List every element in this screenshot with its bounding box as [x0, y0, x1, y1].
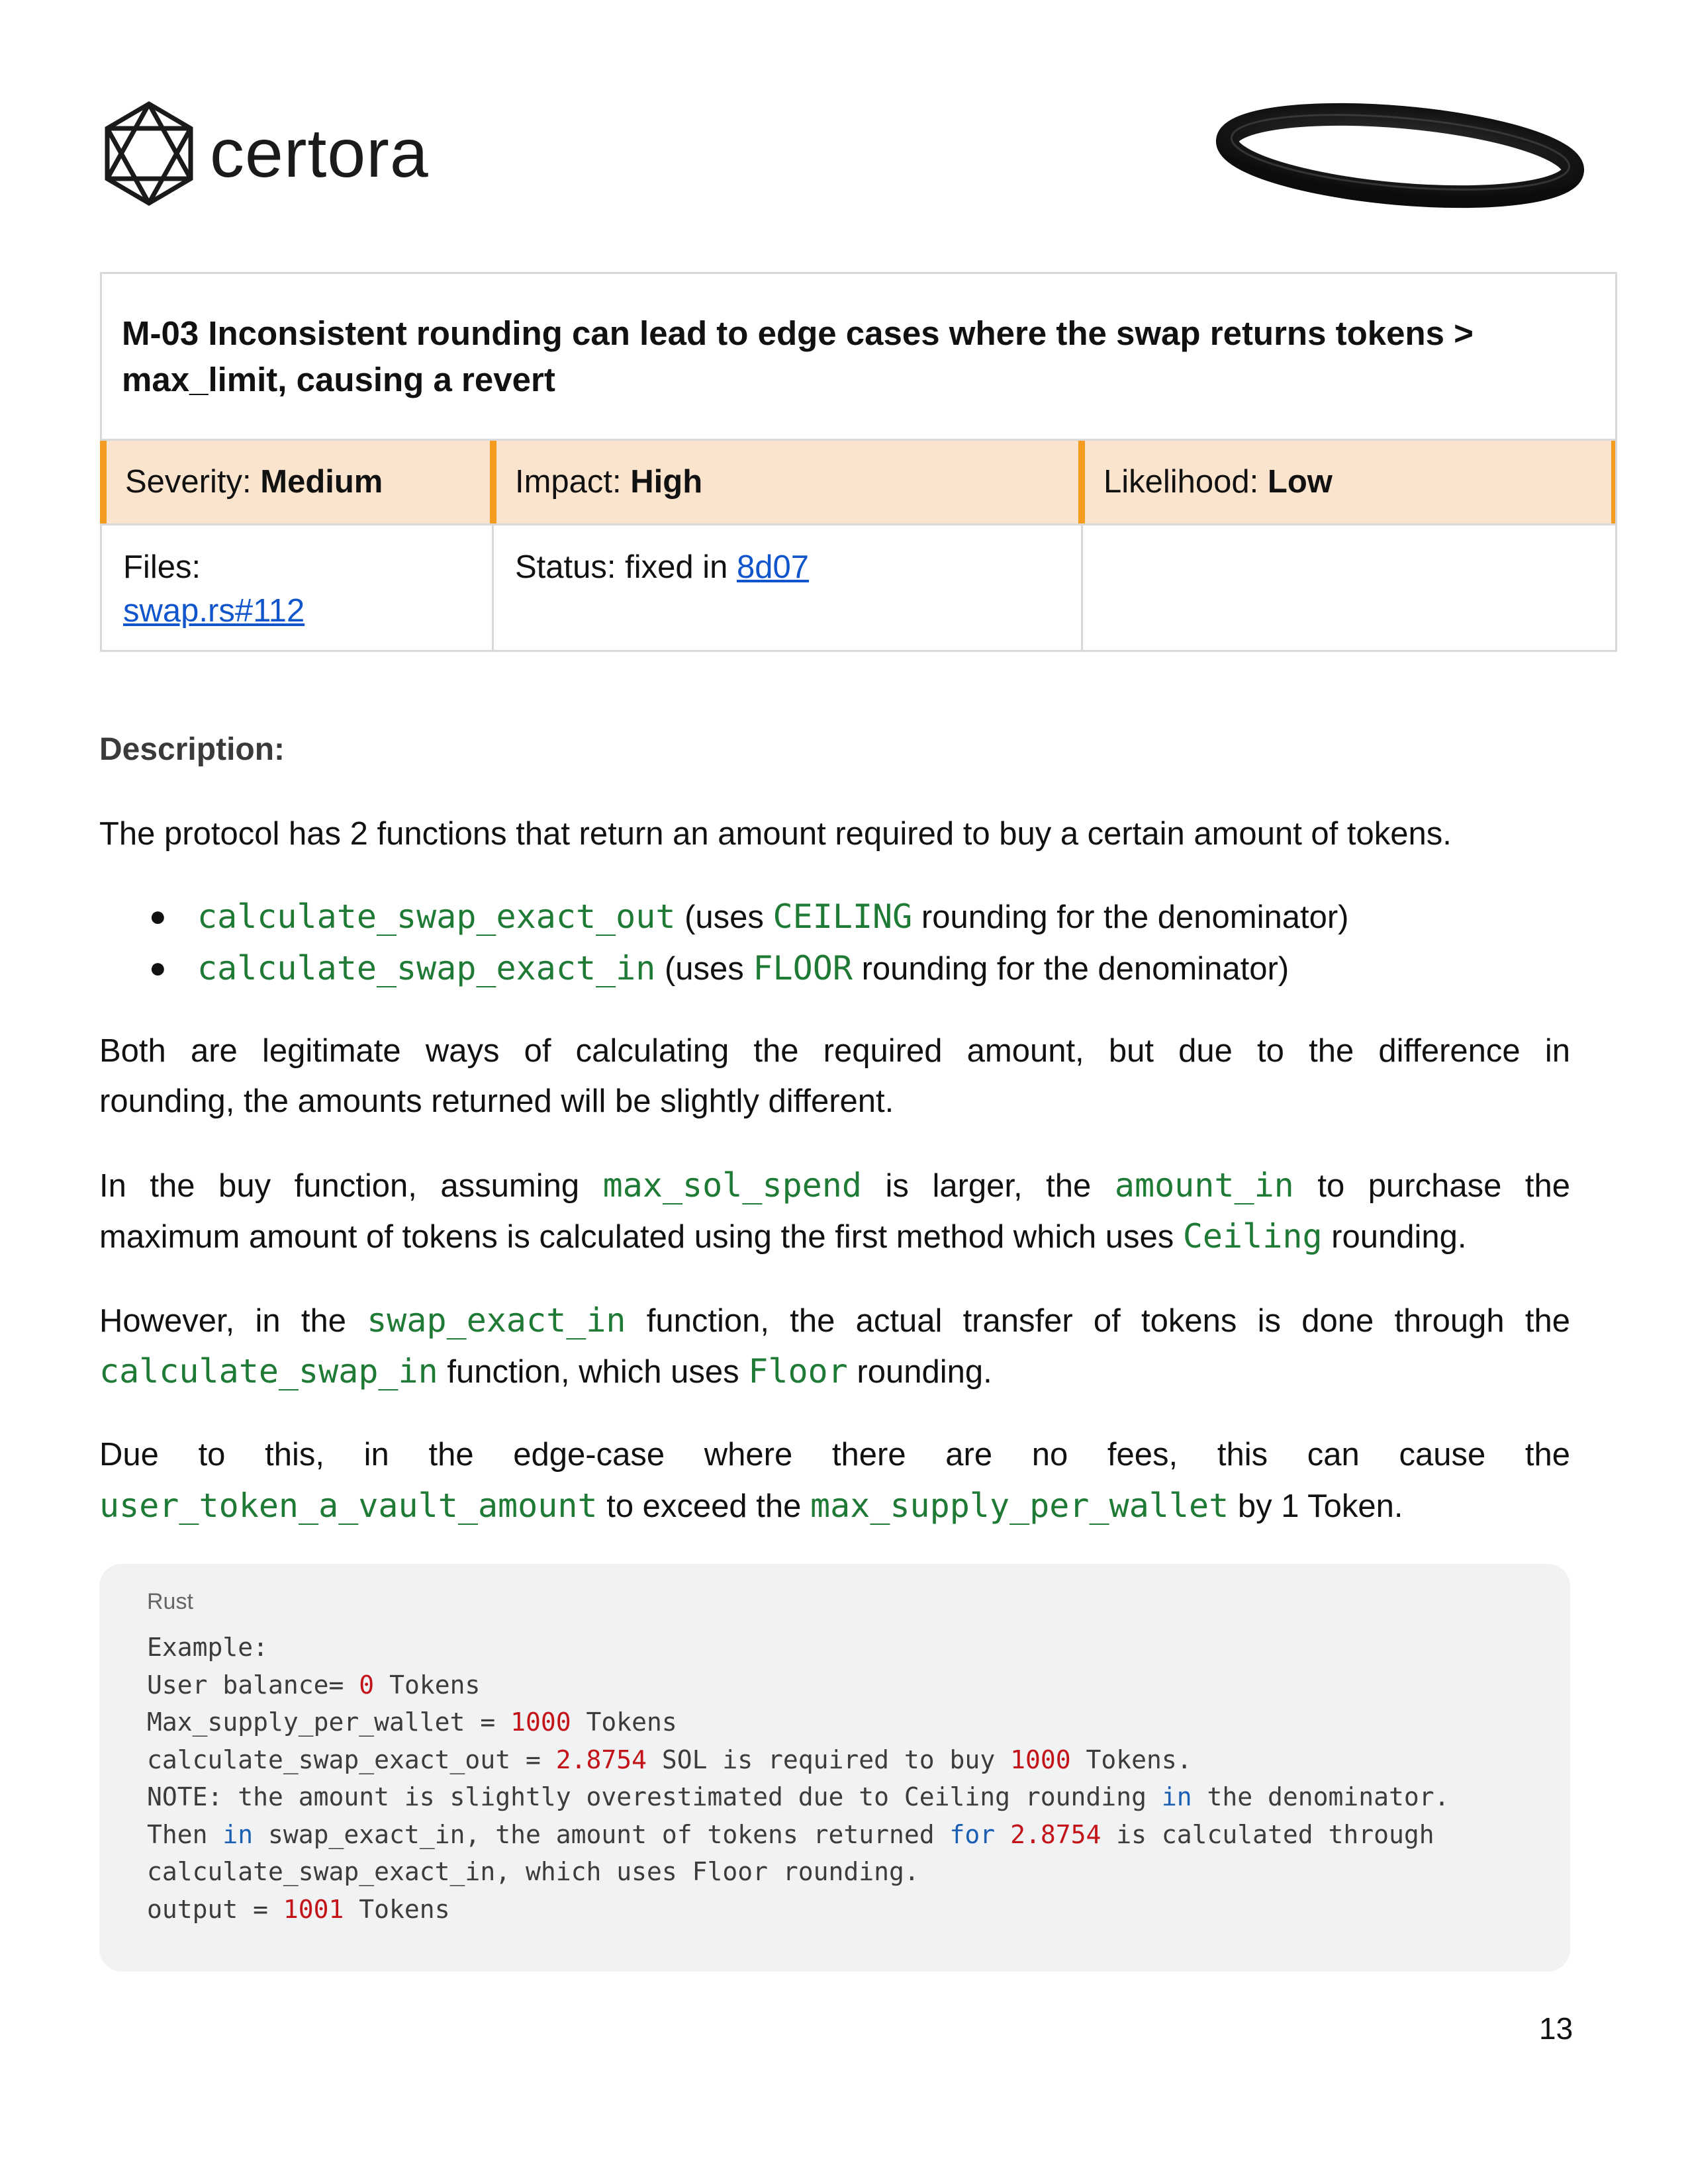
files-cell [102, 525, 494, 650]
code-token: is calculated through [1101, 1819, 1434, 1849]
code-line [147, 1853, 1450, 1891]
likelihood-cell [1078, 441, 1615, 523]
text-part: rounding. [857, 1354, 992, 1390]
impact-label: Impact: [515, 464, 622, 500]
finding-meta-row [102, 441, 1615, 525]
code-token: Example: [147, 1633, 269, 1662]
inline-code: Floor [748, 1352, 848, 1390]
severity-value: Medium [260, 464, 383, 500]
inline-code: calculate_swap_in [99, 1352, 438, 1390]
bullet-dot-icon: ● [149, 900, 167, 933]
code-token: User balance= [147, 1670, 359, 1700]
paragraph-line: rounding, the amounts returned will be slightly different. [99, 1083, 894, 1119]
finding-title: M-03 Inconsistent rounding can lead to edge cases where the swap returns tokens > max_limit, causing a revert [102, 274, 1615, 441]
code-line [147, 1666, 1450, 1704]
text-part: to exceed the [606, 1488, 802, 1524]
text-part: function, which uses [447, 1354, 739, 1390]
code-number: 2.8754 [555, 1745, 647, 1774]
meta-row-right-accent [1611, 441, 1615, 523]
text-part: However, in the [99, 1303, 346, 1339]
code-number: 2.8754 [1010, 1819, 1102, 1849]
code-line [147, 1891, 1450, 1929]
code-token: output = [147, 1894, 283, 1924]
code-number: 1000 [510, 1707, 571, 1737]
status-label: Status: fixed in [515, 549, 728, 585]
text-part: to purchase the [1317, 1168, 1570, 1204]
text-part: maximum amount of tokens is calculated using the first method which uses [99, 1219, 1174, 1255]
text-part: In the buy function, assuming [99, 1168, 580, 1204]
intro-paragraph: The protocol has 2 functions that return an amount required to buy a certain amount of tokens. [99, 816, 1452, 852]
files-link[interactable]: swap.rs#112 [123, 593, 305, 629]
status-commit-link[interactable]: 8d07 [737, 549, 810, 585]
code-language-label: Rust [147, 1589, 193, 1614]
black-ring-icon [1215, 99, 1585, 212]
code-block [99, 1564, 1570, 1972]
code-token: the denominator. [1192, 1782, 1450, 1811]
code-token [995, 1820, 1010, 1849]
paragraph-line: Both are legitimate ways of calculating the required amount, but due to the difference in [99, 1033, 1570, 1069]
code-token: Tokens [374, 1670, 481, 1700]
code-token: Max_supply_per_wallet = [147, 1707, 511, 1737]
bullet-text [197, 943, 1289, 994]
impact-cell [490, 441, 1082, 523]
likelihood-label: Likelihood: [1103, 464, 1259, 500]
status-cell [494, 525, 1082, 650]
finding-table [100, 272, 1617, 652]
files-label: Files: [123, 549, 201, 585]
inline-code: max_sol_spend [602, 1166, 862, 1205]
impact-value: High [630, 464, 703, 500]
bullet-text-part: rounding for the denominator) [921, 899, 1349, 935]
code-keyword: for [949, 1819, 996, 1849]
text-part: by 1 Token. [1237, 1488, 1403, 1524]
inline-code: swap_exact_in [367, 1301, 626, 1340]
paragraph-line: Due to this, in the edge-case where there are no fees, this can cause the [99, 1437, 1570, 1473]
code-token: calculate_swap_exact_out = [147, 1745, 556, 1774]
paragraph-line [99, 1211, 1570, 1262]
text-part: function, the actual transfer of tokens is done through the [646, 1303, 1570, 1339]
description-heading: Description: [99, 732, 285, 767]
inline-code: FLOOR [753, 949, 853, 987]
code-line [147, 1629, 1450, 1666]
paragraph-line [99, 1160, 1570, 1211]
code-token: swap_exact_in, the amount of tokens returned [253, 1819, 950, 1849]
code-lines [147, 1629, 1450, 1928]
code-line [147, 1704, 1450, 1741]
empty-cell [1083, 525, 1615, 650]
inline-code: Ceiling [1182, 1217, 1323, 1255]
code-number: 1000 [1010, 1745, 1071, 1774]
inline-code: CEILING [773, 897, 913, 936]
page-number: 13 [1539, 2011, 1573, 2046]
certora-logo [103, 101, 460, 206]
finding-info-row [102, 525, 1615, 650]
bullet-text-part: (uses [664, 951, 744, 987]
severity-label: Severity: [125, 464, 252, 500]
code-token: NOTE: the amount is slightly overestimated due to Ceiling rounding [147, 1782, 1162, 1811]
text-part: is larger, the [885, 1168, 1092, 1204]
bullet-text [197, 891, 1348, 942]
code-token: SOL is required to buy [647, 1745, 1011, 1774]
code-number: 1001 [283, 1894, 344, 1924]
bullet-text-part: rounding for the denominator) [861, 951, 1289, 987]
code-token: Tokens. [1070, 1745, 1192, 1774]
certora-logo-text: certora [210, 115, 429, 192]
bullet-dot-icon: ● [149, 952, 167, 984]
code-line [147, 1741, 1450, 1779]
severity-cell [100, 441, 494, 523]
inline-code: amount_in [1114, 1166, 1294, 1205]
likelihood-value: Low [1267, 464, 1333, 500]
certora-logo-mark-icon [103, 101, 195, 206]
code-token: Tokens [344, 1894, 450, 1924]
bullet-text-part: (uses [684, 899, 764, 935]
inline-code: max_supply_per_wallet [810, 1486, 1229, 1525]
code-token: Tokens [571, 1707, 677, 1737]
code-token: Then [147, 1819, 223, 1849]
code-token: calculate_swap_exact_in, which uses Floor rounding. [147, 1857, 919, 1886]
code-number: 0 [359, 1670, 375, 1700]
inline-code: calculate_swap_exact_in [197, 949, 656, 987]
code-line [147, 1816, 1450, 1854]
paragraph-line [99, 1480, 1570, 1531]
text-part: rounding. [1331, 1219, 1467, 1255]
inline-code: user_token_a_vault_amount [99, 1486, 598, 1525]
code-line [147, 1778, 1450, 1816]
paragraph-line [99, 1295, 1570, 1346]
code-keyword: in [222, 1819, 254, 1849]
code-keyword: in [1161, 1782, 1192, 1811]
inline-code: calculate_swap_exact_out [197, 897, 676, 936]
paragraph-line [99, 1346, 1570, 1397]
